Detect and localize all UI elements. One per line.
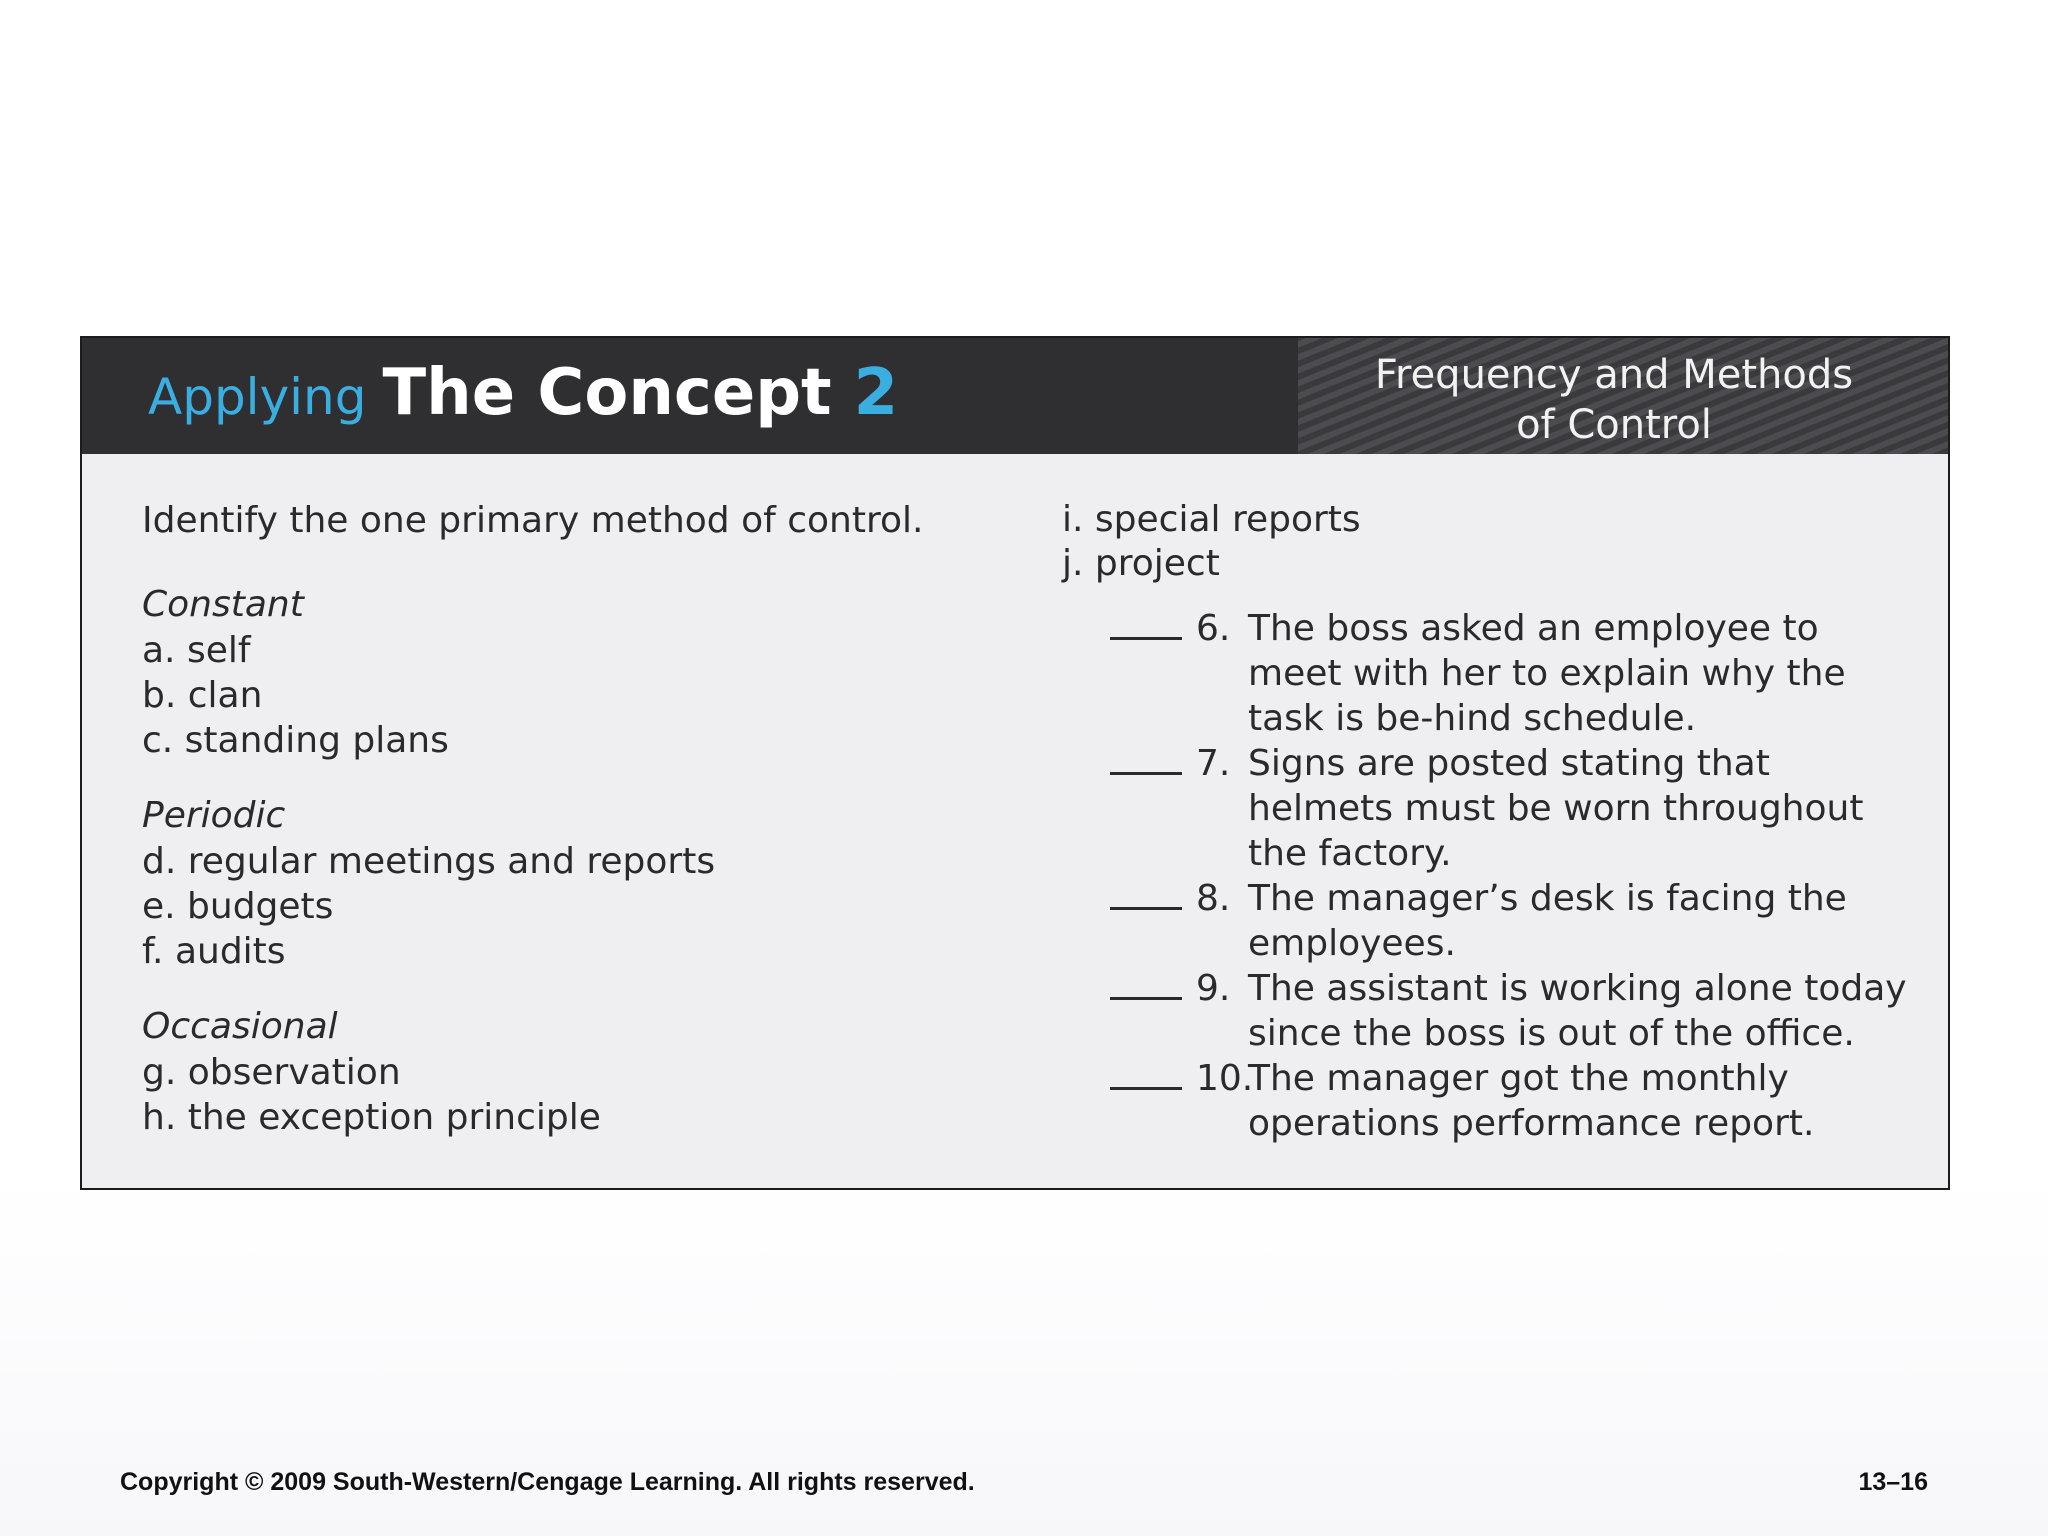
option-item: i. special reports <box>1062 499 1361 540</box>
title-concept: The Concept <box>382 356 832 430</box>
questions-column <box>1062 498 1922 1146</box>
option-item: j. project <box>1062 543 1220 584</box>
option-item: e. budgets <box>142 886 334 927</box>
options-column <box>142 498 1022 1170</box>
answer-blank[interactable] <box>1062 1056 1182 1101</box>
group-occasional <box>142 1004 1022 1140</box>
question-number: 8. <box>1196 878 1231 919</box>
option-item: h. the exception principle <box>142 1097 601 1138</box>
subtitle-line-2: of Control <box>1516 402 1712 448</box>
applying-the-concept-panel <box>80 336 1950 1190</box>
question-number: 6. <box>1196 608 1231 649</box>
question-text: The manager’s desk is facing the employees. <box>1248 878 1847 964</box>
page-number: 13–16 <box>1858 1468 1928 1496</box>
group-heading: Occasional <box>142 1006 338 1047</box>
answer-blank[interactable] <box>1062 606 1182 651</box>
question-number: 10. <box>1196 1058 1254 1099</box>
answer-blank[interactable] <box>1062 966 1182 1011</box>
copyright-text: Copyright © 2009 South-Western/Cengage Learning. All rights reserved. <box>120 1468 975 1496</box>
option-item: a. self <box>142 630 251 671</box>
slide-footer <box>120 1468 1928 1497</box>
question-item <box>1062 741 1922 876</box>
answer-blank[interactable] <box>1062 741 1182 786</box>
question-item <box>1062 876 1922 966</box>
question-text: The boss asked an employee to meet with her to explain why the task is be-hind schedule. <box>1248 608 1846 739</box>
instruction-text: Identify the one primary method of control. <box>142 500 924 541</box>
option-item: c. standing plans <box>142 720 449 761</box>
option-item: d. regular meetings and reports <box>142 841 716 882</box>
answer-blank[interactable] <box>1062 876 1182 921</box>
panel-header <box>82 338 1948 454</box>
subtitle-line-1: Frequency and Methods <box>1374 352 1854 398</box>
option-item: g. observation <box>142 1052 401 1093</box>
group-periodic <box>142 793 1022 974</box>
question-text: The assistant is working alone today since the boss is out of the office. <box>1248 968 1907 1054</box>
group-constant <box>142 582 1022 763</box>
question-list <box>1062 606 1922 1146</box>
group-heading: Periodic <box>142 795 286 836</box>
panel-subtitle <box>1354 350 1874 450</box>
group-heading: Constant <box>142 584 304 625</box>
question-item <box>1062 966 1922 1056</box>
option-item: f. audits <box>142 931 286 972</box>
question-item <box>1062 606 1922 741</box>
title-number: 2 <box>853 356 899 430</box>
question-text: Signs are posted stating that helmets must be worn throughout the factory. <box>1248 743 1864 874</box>
question-text: The manager got the monthly operations performance report. <box>1248 1058 1815 1144</box>
question-number: 7. <box>1196 743 1231 784</box>
option-item: b. clan <box>142 675 263 716</box>
title-applying: Applying <box>148 368 367 426</box>
question-item <box>1062 1056 1922 1146</box>
question-number: 9. <box>1196 968 1231 1009</box>
panel-title <box>148 356 898 436</box>
